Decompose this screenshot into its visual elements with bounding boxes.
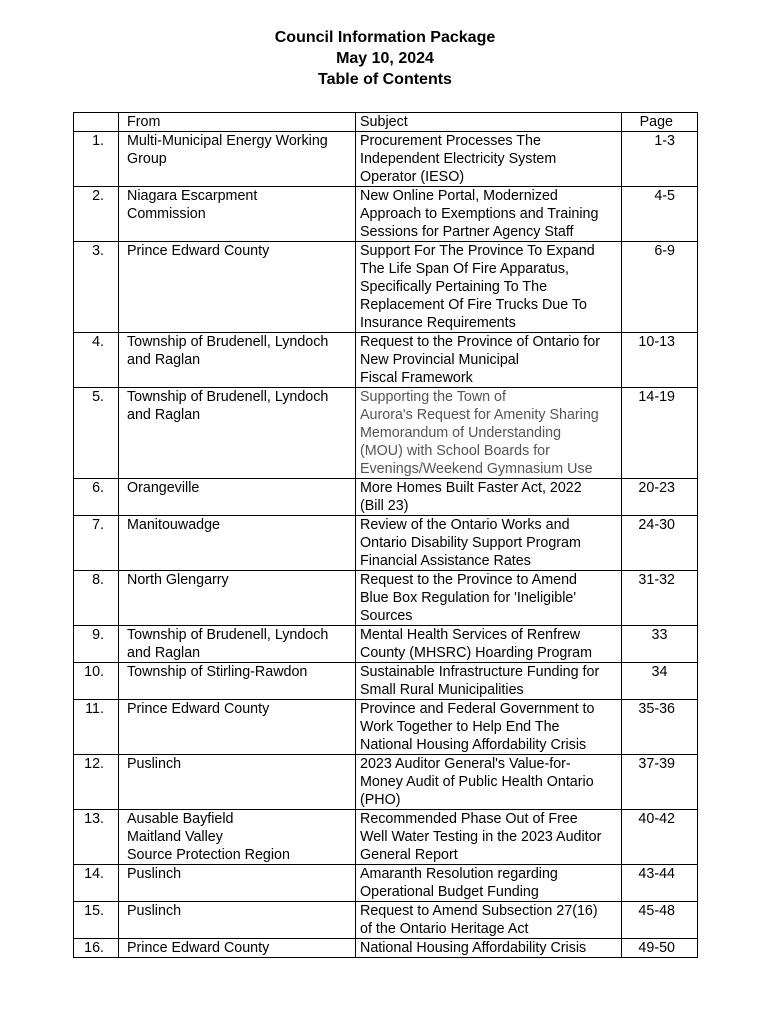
toc-title: Table of Contents (318, 71, 452, 88)
table-row (74, 333, 698, 388)
row-page: 33 (622, 626, 698, 663)
row-number: 16. (74, 939, 119, 958)
row-number: 7. (74, 516, 119, 571)
row-number: 8. (74, 571, 119, 626)
toc-header-row (74, 113, 698, 132)
row-number: 10. (74, 663, 119, 700)
row-from: Orangeville (119, 479, 356, 516)
row-from: Township of Brudenell, Lyndoch and Raglan (119, 388, 356, 479)
row-page: 40-42 (622, 810, 698, 865)
table-row (74, 479, 698, 516)
header-page: Page (622, 113, 698, 132)
toc-table (73, 112, 698, 958)
row-page: 45-48 (622, 902, 698, 939)
row-from: Multi-Municipal Energy Working Group (119, 132, 356, 187)
row-subject: Support For The Province To Expand The Life Span Of Fire Apparatus, Specifically Pertaining To The Replacement Of Fire Trucks Due To Insurance Requirements (356, 242, 622, 333)
header-from: From (119, 113, 356, 132)
row-number: 9. (74, 626, 119, 663)
row-subject: Supporting the Town of Aurora's Request for Amenity Sharing Memorandum of Understanding (MOU) with School Boards for Evenings/Weekend Gymnasium Use (356, 388, 622, 479)
row-from: Niagara Escarpment Commission (119, 187, 356, 242)
row-from: Prince Edward County (119, 700, 356, 755)
row-number: 2. (74, 187, 119, 242)
package-title: Council Information Package (274, 29, 496, 46)
document-header (0, 27, 770, 90)
row-from: Manitouwadge (119, 516, 356, 571)
row-number: 3. (74, 242, 119, 333)
row-number: 15. (74, 902, 119, 939)
table-row (74, 865, 698, 902)
row-page: 6-9 (622, 242, 698, 333)
table-row (74, 626, 698, 663)
table-row (74, 187, 698, 242)
header-subject: Subject (356, 113, 622, 132)
row-page: 4-5 (622, 187, 698, 242)
row-subject: Province and Federal Government to Work Together to Help End The National Housing Affordability Crisis (356, 700, 622, 755)
row-from: Puslinch (119, 865, 356, 902)
table-row (74, 663, 698, 700)
table-row (74, 388, 698, 479)
row-subject: 2023 Auditor General's Value-for- Money Audit of Public Health Ontario (PHO) (356, 755, 622, 810)
row-from: Prince Edward County (119, 242, 356, 333)
table-row (74, 939, 698, 958)
row-page: 10-13 (622, 333, 698, 388)
row-from: Puslinch (119, 755, 356, 810)
table-row (74, 571, 698, 626)
row-subject: Amaranth Resolution regarding Operational Budget Funding (356, 865, 622, 902)
row-from: Prince Edward County (119, 939, 356, 958)
row-page: 1-3 (622, 132, 698, 187)
row-subject: New Online Portal, Modernized Approach to Exemptions and Training Sessions for Partner Agency Staff (356, 187, 622, 242)
row-number: 5. (74, 388, 119, 479)
row-subject: Sustainable Infrastructure Funding for Small Rural Municipalities (356, 663, 622, 700)
table-row (74, 700, 698, 755)
row-from: Township of Stirling-Rawdon (119, 663, 356, 700)
row-from: Ausable Bayfield Maitland Valley Source Protection Region (119, 810, 356, 865)
row-from: Puslinch (119, 902, 356, 939)
row-page: 37-39 (622, 755, 698, 810)
row-page: 31-32 (622, 571, 698, 626)
row-subject: Review of the Ontario Works and Ontario Disability Support Program Financial Assistance Rates (356, 516, 622, 571)
row-subject: Mental Health Services of Renfrew County (MHSRC) Hoarding Program (356, 626, 622, 663)
row-subject: Request to Amend Subsection 27(16) of the Ontario Heritage Act (356, 902, 622, 939)
row-from: Township of Brudenell, Lyndoch and Raglan (119, 626, 356, 663)
row-page: 34 (622, 663, 698, 700)
row-number: 4. (74, 333, 119, 388)
row-number: 11. (74, 700, 119, 755)
row-page: 43-44 (622, 865, 698, 902)
row-page: 35-36 (622, 700, 698, 755)
row-subject: Procurement Processes The Independent Electricity System Operator (IESO) (356, 132, 622, 187)
table-row (74, 516, 698, 571)
table-row (74, 242, 698, 333)
row-page: 24-30 (622, 516, 698, 571)
table-row (74, 810, 698, 865)
row-subject: National Housing Affordability Crisis (356, 939, 622, 958)
row-from: Township of Brudenell, Lyndoch and Raglan (119, 333, 356, 388)
row-number: 12. (74, 755, 119, 810)
row-from: North Glengarry (119, 571, 356, 626)
table-row (74, 132, 698, 187)
table-row (74, 755, 698, 810)
table-row (74, 902, 698, 939)
row-subject: Recommended Phase Out of Free Well Water Testing in the 2023 Auditor General Report (356, 810, 622, 865)
row-number: 13. (74, 810, 119, 865)
row-subject: Request to the Province to Amend Blue Box Regulation for 'Ineligible' Sources (356, 571, 622, 626)
header-num (74, 113, 119, 132)
package-date: May 10, 2024 (336, 50, 434, 67)
row-subject: Request to the Province of Ontario for New Provincial Municipal Fiscal Framework (356, 333, 622, 388)
row-subject: More Homes Built Faster Act, 2022 (Bill 23) (356, 479, 622, 516)
row-number: 6. (74, 479, 119, 516)
row-number: 1. (74, 132, 119, 187)
row-page: 20-23 (622, 479, 698, 516)
row-number: 14. (74, 865, 119, 902)
row-page: 49-50 (622, 939, 698, 958)
row-page: 14-19 (622, 388, 698, 479)
